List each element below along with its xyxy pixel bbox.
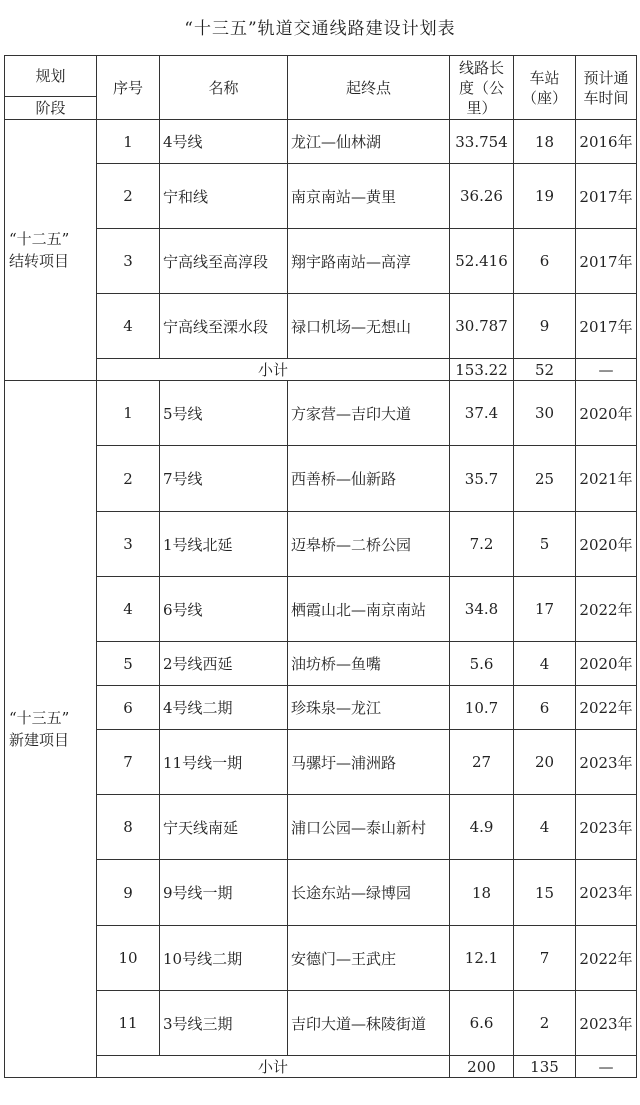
cell-stations: 7 [514, 926, 576, 991]
header-length-line1: 线路长 [458, 58, 504, 77]
cell-length: 35.7 [450, 446, 514, 512]
cell-stations: 15 [514, 860, 576, 926]
cell-length: 36.26 [450, 164, 514, 229]
cell-endpoints: 油坊桥—鱼嘴 [288, 642, 450, 686]
cell-opening: 2021年 [576, 446, 637, 512]
construction-plan-table [4, 55, 637, 1078]
cell-length: 10.7 [450, 686, 514, 730]
cell-stations: 2 [514, 991, 576, 1056]
table-row [5, 229, 637, 294]
cell-name: 3号线三期 [160, 991, 288, 1056]
stage-group2 [5, 381, 97, 1078]
table-row [5, 860, 637, 926]
subtotal-length: 153.22 [450, 359, 514, 381]
stage-group1-line1: “十二五” [9, 230, 70, 248]
table-row [5, 577, 637, 642]
table-row [5, 991, 637, 1056]
header-no: 序号 [97, 56, 160, 120]
table-row [5, 795, 637, 860]
cell-name: 宁天线南延 [160, 795, 288, 860]
cell-name: 4号线 [160, 120, 288, 164]
cell-opening: 2022年 [576, 686, 637, 730]
cell-opening: 2023年 [576, 991, 637, 1056]
cell-opening: 2022年 [576, 926, 637, 991]
cell-stations: 6 [514, 686, 576, 730]
cell-endpoints: 禄口机场—无想山 [288, 294, 450, 359]
table-row [5, 642, 637, 686]
cell-no: 3 [97, 512, 160, 577]
cell-stations: 30 [514, 381, 576, 446]
cell-length: 5.6 [450, 642, 514, 686]
header-length-line2: 度（公 [458, 78, 504, 97]
cell-stations: 19 [514, 164, 576, 229]
cell-no: 10 [97, 926, 160, 991]
cell-stations: 20 [514, 730, 576, 795]
cell-no: 3 [97, 229, 160, 294]
cell-endpoints: 栖霞山北—南京南站 [288, 577, 450, 642]
cell-endpoints: 安德门—王武庄 [288, 926, 450, 991]
page-title: “十三五”轨道交通线路建设计划表 [184, 19, 456, 39]
cell-no: 8 [97, 795, 160, 860]
cell-length: 52.416 [450, 229, 514, 294]
header-length-line3: 里） [466, 98, 497, 117]
table-row [5, 120, 637, 164]
cell-stations: 4 [514, 795, 576, 860]
cell-name: 5号线 [160, 381, 288, 446]
cell-no: 6 [97, 686, 160, 730]
cell-endpoints: 南京南站—黄里 [288, 164, 450, 229]
cell-endpoints: 马骡圩—浦洲路 [288, 730, 450, 795]
cell-opening: 2023年 [576, 860, 637, 926]
subtotal-row [5, 1056, 637, 1078]
cell-length: 33.754 [450, 120, 514, 164]
header-stations [514, 56, 576, 120]
header-length [450, 56, 514, 120]
subtotal-row [5, 359, 637, 381]
cell-stations: 5 [514, 512, 576, 577]
header-name: 名称 [160, 56, 288, 120]
cell-endpoints: 迈皋桥—二桥公园 [288, 512, 450, 577]
stage-group2-line2: 新建项目 [9, 731, 70, 749]
cell-stations: 6 [514, 229, 576, 294]
subtotal-opening: — [576, 1056, 637, 1078]
cell-no: 5 [97, 642, 160, 686]
cell-no: 2 [97, 446, 160, 512]
cell-opening: 2016年 [576, 120, 637, 164]
subtotal-opening: — [576, 359, 637, 381]
cell-name: 11号线一期 [160, 730, 288, 795]
cell-opening: 2017年 [576, 294, 637, 359]
header-opening [576, 56, 637, 120]
header-endpoints: 起终点 [288, 56, 450, 120]
cell-endpoints: 长途东站—绿博园 [288, 860, 450, 926]
header-opening-line2: 车时间 [583, 88, 629, 107]
cell-length: 37.4 [450, 381, 514, 446]
subtotal-stations: 52 [514, 359, 576, 381]
stage-group2-line1: “十三五” [9, 709, 70, 727]
cell-length: 7.2 [450, 512, 514, 577]
cell-name: 2号线西延 [160, 642, 288, 686]
cell-opening: 2020年 [576, 381, 637, 446]
cell-endpoints: 珍珠泉—龙江 [288, 686, 450, 730]
cell-name: 宁高线至溧水段 [160, 294, 288, 359]
cell-name: 宁和线 [160, 164, 288, 229]
cell-opening: 2022年 [576, 577, 637, 642]
cell-endpoints: 西善桥—仙新路 [288, 446, 450, 512]
table-row [5, 294, 637, 359]
cell-opening: 2023年 [576, 730, 637, 795]
cell-stations: 9 [514, 294, 576, 359]
header-stage-top: 规划 [5, 56, 96, 97]
cell-length: 34.8 [450, 577, 514, 642]
cell-endpoints: 吉印大道—秣陵街道 [288, 991, 450, 1056]
cell-name: 1号线北延 [160, 512, 288, 577]
cell-stations: 17 [514, 577, 576, 642]
table-row [5, 381, 637, 446]
cell-length: 6.6 [450, 991, 514, 1056]
table-row [5, 686, 637, 730]
table-row [5, 926, 637, 991]
cell-opening: 2017年 [576, 164, 637, 229]
cell-length: 27 [450, 730, 514, 795]
header-stations-line2: （座） [521, 88, 567, 107]
cell-stations: 4 [514, 642, 576, 686]
cell-endpoints: 龙江—仙林湖 [288, 120, 450, 164]
cell-endpoints: 翔宇路南站—高淳 [288, 229, 450, 294]
cell-no: 11 [97, 991, 160, 1056]
header-stage-bottom: 阶段 [35, 99, 66, 117]
stage-group1 [5, 120, 97, 381]
cell-no: 1 [97, 381, 160, 446]
header-opening-line1: 预计通 [583, 68, 629, 87]
cell-name: 9号线一期 [160, 860, 288, 926]
table-row [5, 446, 637, 512]
table-row [5, 164, 637, 229]
cell-opening: 2020年 [576, 512, 637, 577]
cell-endpoints: 浦口公园—泰山新村 [288, 795, 450, 860]
cell-stations: 25 [514, 446, 576, 512]
cell-length: 30.787 [450, 294, 514, 359]
header-row [5, 56, 637, 120]
cell-name: 6号线 [160, 577, 288, 642]
header-stations-line1: 车站 [529, 68, 560, 87]
cell-no: 1 [97, 120, 160, 164]
cell-name: 7号线 [160, 446, 288, 512]
cell-no: 7 [97, 730, 160, 795]
subtotal-label: 小计 [97, 359, 450, 381]
stage-group1-line2: 结转项目 [9, 252, 70, 270]
subtotal-label: 小计 [97, 1056, 450, 1078]
cell-no: 4 [97, 577, 160, 642]
cell-no: 9 [97, 860, 160, 926]
cell-opening: 2017年 [576, 229, 637, 294]
subtotal-stations: 135 [514, 1056, 576, 1078]
cell-opening: 2023年 [576, 795, 637, 860]
cell-name: 4号线二期 [160, 686, 288, 730]
cell-name: 10号线二期 [160, 926, 288, 991]
table-row [5, 512, 637, 577]
cell-name: 宁高线至高淳段 [160, 229, 288, 294]
cell-endpoints: 方家营—吉印大道 [288, 381, 450, 446]
cell-length: 18 [450, 860, 514, 926]
cell-opening: 2020年 [576, 642, 637, 686]
table-row [5, 730, 637, 795]
cell-length: 12.1 [450, 926, 514, 991]
subtotal-length: 200 [450, 1056, 514, 1078]
cell-no: 4 [97, 294, 160, 359]
cell-length: 4.9 [450, 795, 514, 860]
header-stage [5, 56, 97, 120]
cell-no: 2 [97, 164, 160, 229]
cell-stations: 18 [514, 120, 576, 164]
